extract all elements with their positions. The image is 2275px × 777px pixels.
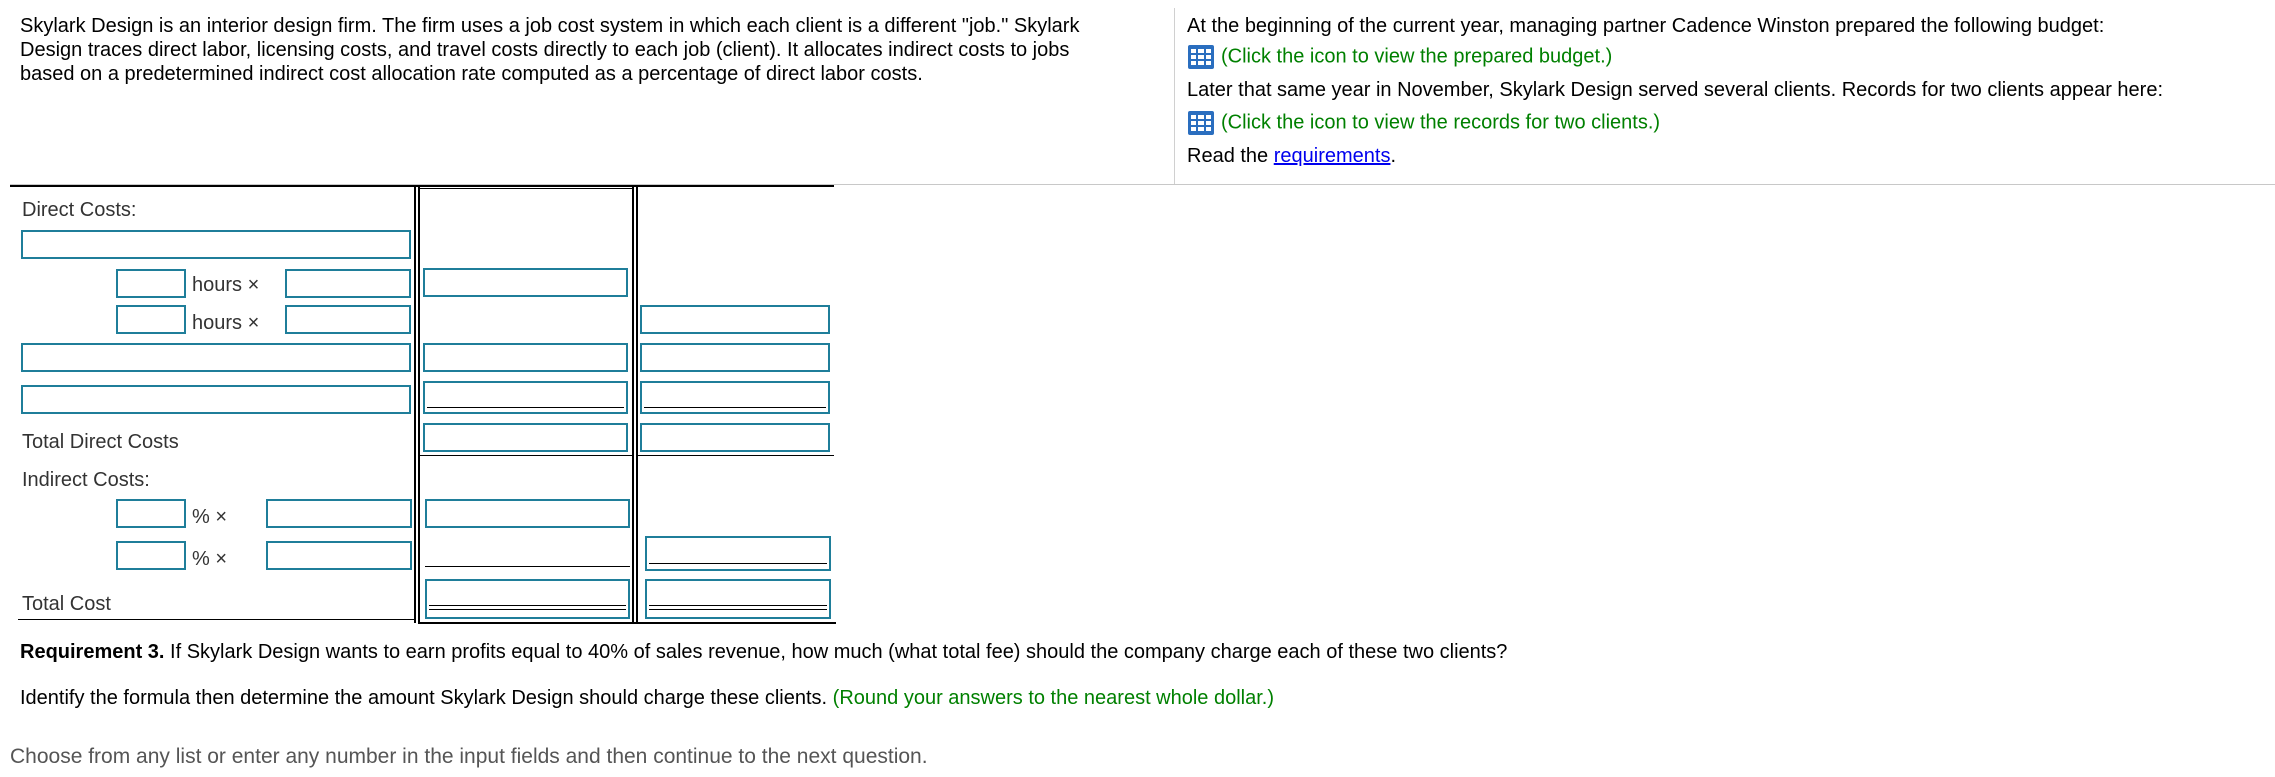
- hours-label-1: hours ×: [192, 274, 260, 296]
- col-top-box: [418, 188, 632, 189]
- client2-total-cost[interactable]: [645, 579, 831, 619]
- row-separator: [638, 455, 834, 456]
- rate-input-1[interactable]: [285, 269, 411, 298]
- base-input-1[interactable]: [266, 499, 412, 528]
- client2-row2-amount[interactable]: [640, 343, 830, 372]
- direct-cost-row1-label[interactable]: [21, 230, 411, 259]
- intro-text-right: [1187, 14, 2267, 168]
- client2-labor-amount[interactable]: [640, 305, 830, 334]
- col-border: [414, 186, 416, 623]
- total-direct-costs-label: Total Direct Costs: [22, 431, 179, 453]
- direct-costs-label: Direct Costs:: [22, 199, 137, 221]
- double-underline: [649, 605, 827, 606]
- hours-input-2[interactable]: [116, 305, 186, 334]
- requirement-text: [20, 640, 2220, 664]
- instruction-text: [20, 686, 2220, 710]
- hours-label-2: hours ×: [192, 312, 260, 334]
- double-underline: [649, 609, 827, 610]
- hours-input-1[interactable]: [116, 269, 186, 298]
- client2-row3-amount[interactable]: [640, 381, 830, 414]
- intro-line: based on a predetermined indirect cost allocation rate computed as a percentage of direct labor costs.: [20, 63, 923, 85]
- client1-total-direct[interactable]: [423, 423, 628, 452]
- client1-row3-amount[interactable]: [423, 381, 628, 414]
- client1-row2-amount[interactable]: [423, 343, 628, 372]
- indirect-costs-label: Indirect Costs:: [22, 469, 150, 491]
- client1-indirect-amount[interactable]: [425, 499, 630, 528]
- read-suffix: .: [1390, 145, 1397, 167]
- subtotal-underline: [427, 407, 624, 408]
- pct-input-1[interactable]: [116, 499, 186, 528]
- intro-text-left: [20, 14, 1170, 86]
- intro-divider: [1174, 8, 1175, 184]
- requirement-body: If Skylark Design wants to earn profits equal to 40% of sales revenue, how much (what total fee) should the company charge each of these two clients?: [164, 641, 1508, 663]
- pct-input-2[interactable]: [116, 541, 186, 570]
- base-input-2[interactable]: [266, 541, 412, 570]
- intro-line: Skylark Design is an interior design firm. The firm uses a job cost system in which each client is a different "job." Skylark: [20, 15, 1080, 37]
- client2-total-direct[interactable]: [640, 423, 830, 452]
- read-prefix: Read the: [1187, 145, 1274, 167]
- subtotal-underline: [644, 407, 826, 408]
- records-link[interactable]: (Click the icon to view the records for two clients.): [1221, 111, 1661, 134]
- instruction-body: Identify the formula then determine the amount Skylark Design should charge these clients.: [20, 687, 833, 709]
- pct-label-1: % ×: [192, 506, 228, 528]
- direct-cost-row2-label[interactable]: [21, 343, 411, 372]
- row-separator: [420, 455, 632, 456]
- total-cost-rule: [18, 619, 415, 620]
- client2-indirect-amount[interactable]: [645, 536, 831, 571]
- footer-instruction: Choose from any list or enter any number in the input fields and then continue to the next question.: [10, 745, 928, 768]
- table-icon[interactable]: [1187, 44, 1215, 70]
- rate-input-2[interactable]: [285, 305, 411, 334]
- total-cost-label: Total Cost: [22, 593, 111, 615]
- pct-label-2: % ×: [192, 548, 228, 570]
- rounding-hint: (Round your answers to the nearest whole dollar.): [832, 687, 1275, 709]
- records-intro: Later that same year in November, Skylark Design served several clients. Records for two clients appear here:: [1187, 79, 2163, 101]
- budget-intro: At the beginning of the current year, managing partner Cadence Winston prepared the following budget:: [1187, 15, 2105, 37]
- table-icon[interactable]: [1187, 110, 1215, 136]
- table-top-rule: [10, 185, 834, 187]
- col-border: [632, 186, 634, 623]
- intro-line: Design traces direct labor, licensing costs, and travel costs directly to each job (client). It allocates indirect costs to jobs: [20, 39, 1070, 61]
- records-link-row[interactable]: [1187, 110, 2267, 144]
- read-requirements: [1187, 144, 2267, 168]
- requirement-title: Requirement 3.: [20, 641, 165, 663]
- requirements-link[interactable]: requirements: [1273, 145, 1391, 167]
- double-underline: [429, 605, 626, 606]
- client1-total-cost[interactable]: [425, 579, 630, 619]
- budget-link[interactable]: (Click the icon to view the prepared budget.): [1221, 45, 1613, 68]
- client1-indirect-underline: [425, 566, 630, 567]
- subtotal-underline: [649, 563, 827, 564]
- client1-labor-amount[interactable]: [423, 268, 628, 297]
- budget-link-row[interactable]: [1187, 44, 2267, 78]
- double-underline: [429, 609, 626, 610]
- col-border: [636, 186, 638, 623]
- table-bottom-rule: [418, 622, 836, 624]
- col-border: [418, 186, 420, 623]
- direct-cost-row3-label[interactable]: [21, 385, 411, 414]
